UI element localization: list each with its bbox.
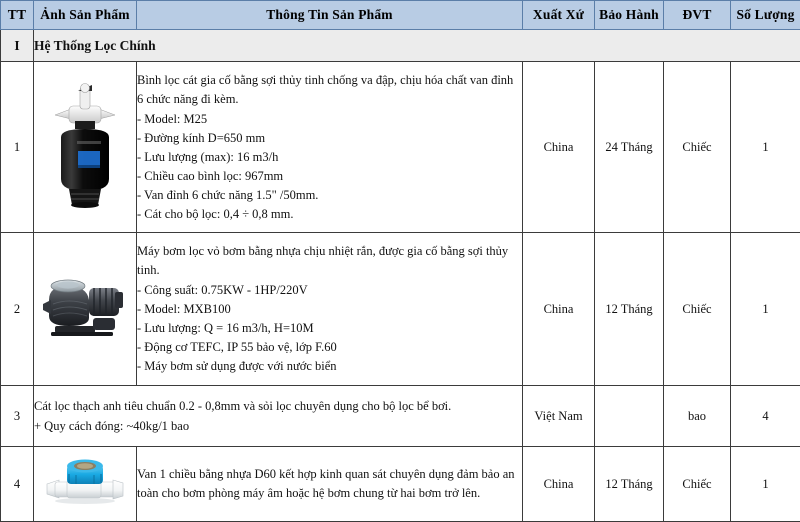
spec-item: - Máy bơm sử dụng được với nước biển xyxy=(137,359,337,373)
origin-cell: China xyxy=(523,233,595,386)
pool-pump-image xyxy=(43,274,127,340)
product-spec-list xyxy=(34,417,522,436)
unit-cell: Chiếc xyxy=(664,447,731,522)
quantity-cell: 1 xyxy=(731,447,800,522)
unit-cell: Chiếc xyxy=(664,62,731,233)
origin-cell: Việt Nam xyxy=(523,386,595,447)
product-spec-list xyxy=(137,110,522,224)
warranty-cell xyxy=(595,386,664,447)
sand-filter-tank-image xyxy=(47,79,123,211)
row-number: 3 xyxy=(1,386,34,447)
spec-item: - Van đỉnh 6 chức năng 1.5" /50mm. xyxy=(137,187,319,202)
warranty-cell: 24 Tháng xyxy=(595,62,664,233)
spec-item: - Đường kính D=650 mm xyxy=(137,130,266,145)
spec-item: - Model: M25 xyxy=(137,111,208,126)
product-lead-text: Bình lọc cát gia cố bằng sợi thủy tinh chống va đập, chịu hóa chất van đỉnh 6 chức năng đi kèm. xyxy=(137,72,514,106)
product-lead-text: Cát lọc thạch anh tiêu chuẩn 0.2 - 0,8mm và sỏi lọc chuyên dụng cho bộ lọc bể bơi. xyxy=(34,398,452,413)
origin-cell: China xyxy=(523,447,595,522)
spec-item: - Chiều cao bình lọc: 967mm xyxy=(137,168,284,183)
quantity-cell: 1 xyxy=(731,233,800,386)
column-header-warranty: Bảo Hành xyxy=(595,1,664,30)
table-header-row xyxy=(1,1,800,30)
section-row xyxy=(1,30,800,62)
spec-item: + Quy cách đóng: ~40kg/1 bao xyxy=(34,418,190,433)
product-info-cell xyxy=(137,447,523,522)
product-lead-text: Van 1 chiều bằng nhựa D60 kết hợp kinh quan sát chuyên dụng đảm bảo an toàn cho bơm phòng máy âm hoặc hệ bơm chung từ hai bơm trở lên. xyxy=(137,466,515,500)
section-number: I xyxy=(1,30,34,62)
table-row xyxy=(1,447,800,522)
row-number: 1 xyxy=(1,62,34,233)
table-row xyxy=(1,386,800,447)
row-number: 4 xyxy=(1,447,34,522)
quantity-cell: 4 xyxy=(731,386,800,447)
unit-cell: Chiếc xyxy=(664,233,731,386)
product-image-cell xyxy=(34,233,137,386)
product-info-cell xyxy=(34,386,523,447)
product-info-cell xyxy=(137,233,523,386)
column-header-tt: TT xyxy=(1,1,34,30)
column-header-origin: Xuất Xứ xyxy=(523,1,595,30)
spec-item: - Công suất: 0.75KW - 1HP/220V xyxy=(137,283,308,297)
check-valve-image xyxy=(45,456,125,508)
product-spec-list xyxy=(137,281,522,376)
column-header-info: Thông Tin Sản Phẩm xyxy=(137,1,523,30)
spec-item: - Lưu lượng (max): 16 m3/h xyxy=(137,149,279,164)
product-image-cell xyxy=(34,447,137,522)
product-image-cell xyxy=(34,62,137,233)
row-number: 2 xyxy=(1,233,34,386)
column-header-unit: ĐVT xyxy=(664,1,731,30)
column-header-quantity: Số Lượng xyxy=(731,1,800,30)
warranty-cell: 12 Tháng xyxy=(595,233,664,386)
table-row xyxy=(1,62,800,233)
column-header-image: Ảnh Sản Phẩm xyxy=(34,1,137,30)
spec-item: - Lưu lượng: Q = 16 m3/h, H=10M xyxy=(137,321,314,335)
product-info-cell xyxy=(137,62,523,233)
quantity-cell: 1 xyxy=(731,62,800,233)
spec-item: - Động cơ TEFC, IP 55 bảo vệ, lớp F.60 xyxy=(137,340,337,354)
spec-item: - Cát cho bộ lọc: 0,4 ÷ 0,8 mm. xyxy=(137,206,294,221)
product-lead-text: Máy bơm lọc vỏ bơm bằng nhựa chịu nhiệt rắn, được gia cố bằng sợi thủy tinh. xyxy=(137,244,509,277)
spec-item: - Model: MXB100 xyxy=(137,302,231,316)
table-row xyxy=(1,233,800,386)
warranty-cell: 12 Tháng xyxy=(595,447,664,522)
origin-cell: China xyxy=(523,62,595,233)
section-title: Hệ Thống Lọc Chính xyxy=(34,30,800,62)
unit-cell: bao xyxy=(664,386,731,447)
